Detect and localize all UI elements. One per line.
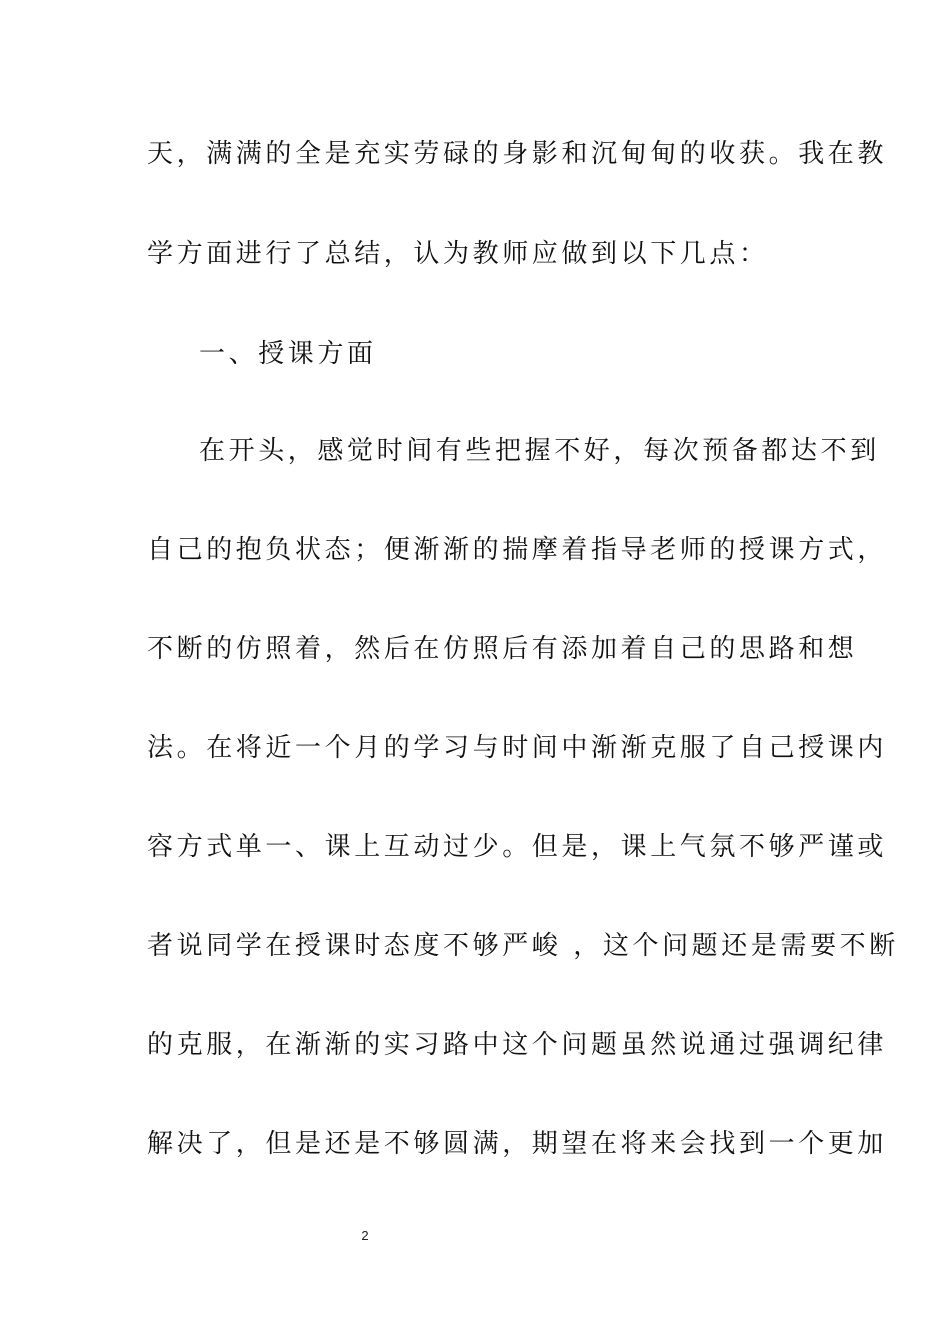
page-number: 2 bbox=[361, 1228, 369, 1243]
paragraph-first-line: 在开头，感觉时间有些把握不好，每次预备都达不到 bbox=[199, 436, 880, 466]
text-line: 法。在将近一个月的学习与时间中渐渐克服了自己授课内 bbox=[147, 733, 888, 763]
text-line: 容方式单一、课上互动过少。但是，课上气氛不够严谨或 bbox=[147, 832, 888, 862]
text-line: 自己的抱负状态；便渐渐的揣摩着指导老师的授课方式， bbox=[147, 535, 888, 565]
text-line: 解决了，但是还是不够圆满，期望在将来会找到一个更加 bbox=[147, 1129, 888, 1159]
text-line: 不断的仿照着，然后在仿照后有添加着自己的思路和想 bbox=[147, 634, 858, 664]
text-line: 的克服，在渐渐的实习路中这个问题虽然说通过强调纪律 bbox=[147, 1030, 888, 1060]
section-heading: 一、授课方面 bbox=[199, 339, 377, 369]
text-line: 天，满满的全是充实劳碌的身影和沉甸甸的收获。我在教 bbox=[147, 139, 888, 169]
text-line: 学方面进行了总结，认为教师应做到以下几点： bbox=[147, 239, 769, 269]
text-line: 者说同学在授课时态度不够严峻 ，这个问题还是需要不断 bbox=[147, 931, 899, 961]
